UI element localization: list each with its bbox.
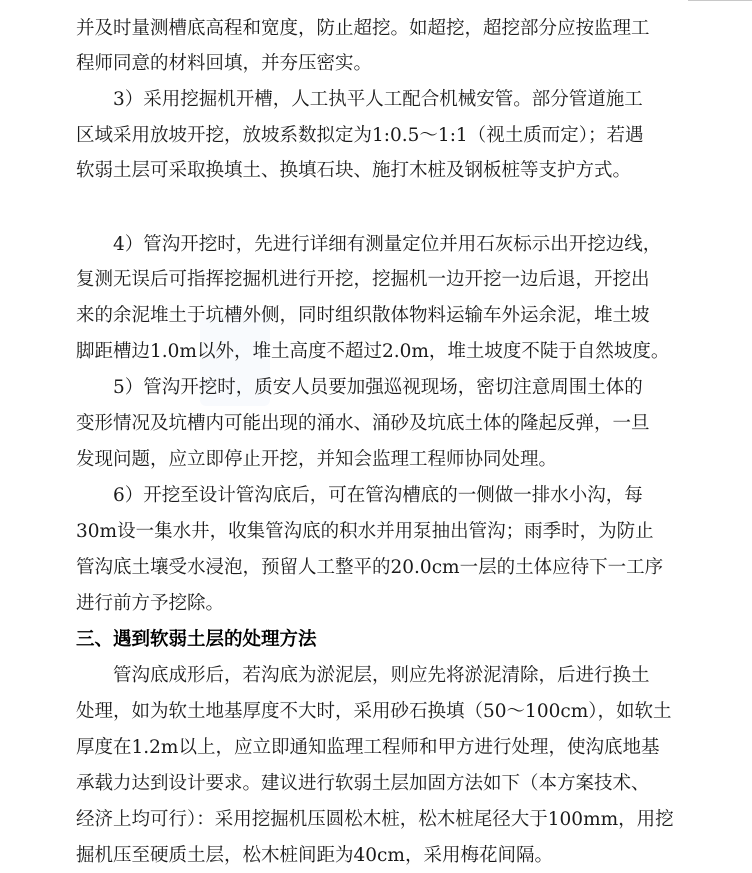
line-20: 厚度在1.2m以上，应立即通知监理工程师和甲方进行处理，使沟底地基 [76,737,660,758]
line-8: 来的余泥堆土于坑槽外侧，同时组织散体物料运输车外运余泥，堆土坡 [76,305,650,326]
line-15: 管沟底土壤受水浸泡，预留人工整平的20.0cm一层的土体应待下一工序 [76,557,664,578]
line-12: 发现问题，应立即停止开挖，并知会监理工程师协同处理。 [76,449,558,470]
line-22: 经济上均可行）：采用挖掘机压圆松木桩，松木桩尾径大于100mm，用挖 [76,809,674,830]
line-18: 管沟底成形后，若沟底为淤泥层，则应先将淤泥清除，后进行换土 [76,665,650,686]
line-10: 5）管沟开挖时，质安人员要加强巡视现场，密切注意周围土体的 [76,377,643,398]
line-14: 30m设一集水井，收集管沟底的积水并用泵抽出管沟；雨季时，为防止 [76,521,654,542]
line-11: 变形情况及坑槽内可能出现的涌水、涌砂及坑底土体的隆起反弹，一旦 [76,413,650,434]
page-top-rule [688,0,752,1]
line-4: 区域采用放坡开挖，放坡系数拟定为1:0.5～1:1（视土质而定）；若遇 [76,125,644,146]
line-1: 并及时量测槽底高程和宽度，防止超挖。如超挖，超挖部分应按监理工 [76,18,650,39]
line-19: 处理，如为软土地基厚度不大时，采用砂石换填（50～100cm），如软土 [76,701,672,722]
line-21: 承载力达到设计要求。建议进行软弱土层加固方法如下（本方案技术、 [76,773,650,794]
line-13: 6）开挖至设计管沟底后，可在管沟槽底的一侧做一排水小沟，每 [76,485,643,506]
line-2: 程师同意的材料回填，并夯压密实。 [76,53,373,74]
line-6: 4）管沟开挖时，先进行详细有测量定位并用石灰标示出开挖边线， [76,234,662,255]
line-7: 复测无误后可指挥挖掘机进行开挖，挖掘机一边开挖一边后退，开挖出 [76,269,650,290]
line-9: 脚距槽边1.0m以外，堆土高度不超过2.0m，堆土坡度不陡于自然坡度。 [76,341,670,362]
line-16: 进行前方予挖除。 [76,593,225,614]
line-5: 软弱土层可采取换填土、换填石块、施打木桩及钢板桩等支护方式。 [76,160,632,181]
line-23: 掘机压至硬质土层，松木桩间距为40cm，采用梅花间隔。 [76,845,553,866]
line-3: 3）采用挖掘机开槽，人工执平人工配合机械安管。部分管道施工 [76,89,643,110]
section-heading: 三、遇到软弱土层的处理方法 [76,629,317,650]
